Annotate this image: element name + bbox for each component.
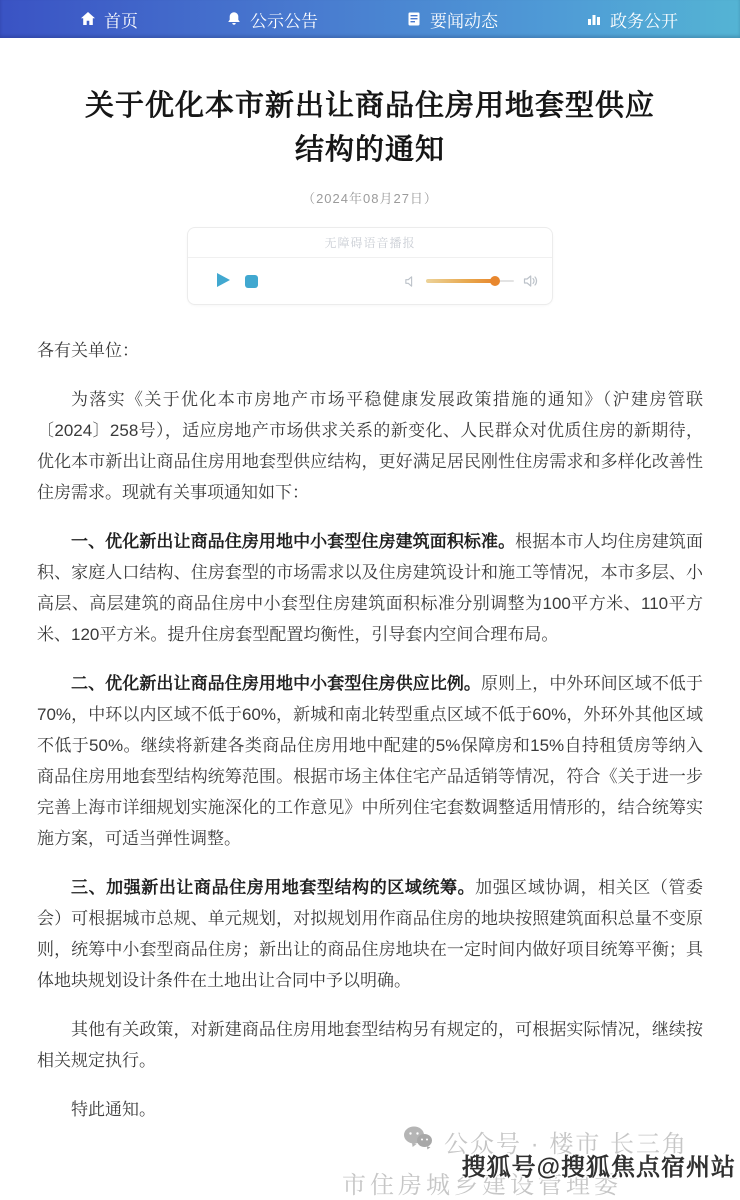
paragraph-section-3 bbox=[37, 872, 703, 996]
paragraph-lead: 一、优化新出让商品住房用地中小套型住房建筑面积标准。 bbox=[71, 532, 516, 551]
wechat-account-line bbox=[402, 1124, 688, 1159]
volume-slider-thumb[interactable] bbox=[490, 276, 500, 286]
nav-item-home[interactable] bbox=[80, 7, 138, 32]
nav-item-label: 首页 bbox=[104, 11, 138, 31]
paragraph-text: 根据本市人均住房建筑面积、家庭人口结构、住房套型的市场需求以及住房建筑设计和施工等情况，本市多层、小高层、高层建筑的商品住房中小套型住房建筑面积标准分别调整为100平方米、110平方米、120平方米。提升住房套型配置均衡性，引导套内空间合理布局。 bbox=[37, 532, 704, 644]
paragraph-text: 为落实《关于优化本市房地产市场平稳健康发展政策措施的通知》（沪建房管联〔2024〕258号），适应房地产市场供求关系的新变化、人民群众对优质住房的新期待，优化本市新出让商品住房用地套型供应结构，更好满足居民刚性住房需求和多样化改善性住房需求。现就有关事项通知如下： bbox=[37, 390, 703, 502]
paragraph-text: 特此通知。 bbox=[71, 1100, 156, 1119]
agency-signature: 市住房城乡建设管理委 bbox=[342, 1172, 622, 1199]
paragraph-text: 加强区域协调，相关区（管委会）可根据城市总规、单元规划，对拟规划用作商品住房的地块按照建筑面积总量不变原则，统筹中小套型商品住房；新出让的商品住房地块在一定时间内做好项目统筹平衡；具体地块规划设计条件在土地出让合同中予以明确。 bbox=[37, 878, 704, 990]
paragraph-other bbox=[37, 1014, 703, 1076]
wechat-icon bbox=[402, 1124, 434, 1159]
player-header-label: 无障碍语音播报 bbox=[188, 228, 552, 258]
bar-chart-icon bbox=[586, 11, 602, 27]
page-title: 关于优化本市新出让商品住房用地套型供应结构的通知 bbox=[84, 90, 655, 166]
play-button[interactable] bbox=[216, 272, 231, 291]
news-icon bbox=[406, 11, 422, 27]
audio-player bbox=[187, 227, 553, 305]
home-icon bbox=[80, 11, 96, 27]
volume-slider[interactable] bbox=[426, 275, 514, 287]
nav-item-announcements[interactable] bbox=[226, 7, 318, 32]
article-date: （2024年08月27日） bbox=[302, 191, 438, 206]
nav-item-label: 要闻动态 bbox=[430, 11, 498, 31]
nav-item-gov-affairs[interactable] bbox=[586, 7, 678, 32]
notice-body bbox=[0, 335, 740, 1125]
paragraph-lead: 三、加强新出让商品住房用地套型结构的区域统筹。 bbox=[71, 878, 476, 897]
nav-item-label: 政务公开 bbox=[610, 11, 678, 31]
nav-item-news[interactable] bbox=[406, 7, 498, 32]
nav-item-label: 公示公告 bbox=[250, 11, 318, 31]
volume-controls bbox=[404, 274, 538, 288]
volume-slider-fill bbox=[426, 279, 495, 283]
volume-icon[interactable] bbox=[523, 274, 538, 288]
paragraph-intro bbox=[37, 384, 703, 508]
stop-button[interactable] bbox=[245, 275, 258, 288]
paragraph-text: 原则上，中外环间区域不低于70%，中环以内区域不低于60%，新城和南北转型重点区域不低于60%，外环外其他区域不低于50%。继续将新建各类商品住房用地中配建的5%保障房和15%自持租赁房等纳入商品住房用地套型结构统筹范围。根据市场主体住宅产品适销等情况，符合《关于进一步完善上海市详细规划实施深化的工作意见》中所列住宅套数调整适用情形的，结合统筹实施方案，可适当弹性调整。 bbox=[37, 674, 703, 848]
stop-icon bbox=[245, 275, 258, 288]
paragraph-section-1 bbox=[37, 526, 703, 650]
play-icon bbox=[216, 272, 231, 291]
top-nav bbox=[0, 0, 740, 38]
volume-mute-icon[interactable] bbox=[404, 275, 417, 288]
wechat-account-label: 公众号 · 楼市 长三角 bbox=[444, 1131, 688, 1158]
footer-watermarks bbox=[0, 1115, 740, 1199]
sohu-watermark: 搜狐号@搜狐焦点宿州站 bbox=[461, 1154, 736, 1181]
paragraph-closing bbox=[37, 1094, 703, 1125]
announcement-icon bbox=[226, 11, 242, 27]
paragraph-text: 其他有关政策，对新建商品住房用地套型结构另有规定的，可根据实际情况，继续按相关规定执行。 bbox=[37, 1020, 703, 1070]
paragraph-lead: 二、优化新出让商品住房用地中小套型住房供应比例。 bbox=[71, 674, 481, 693]
player-controls bbox=[188, 258, 552, 304]
paragraph-section-2 bbox=[37, 668, 703, 854]
salutation: 各有关单位： bbox=[37, 341, 139, 360]
